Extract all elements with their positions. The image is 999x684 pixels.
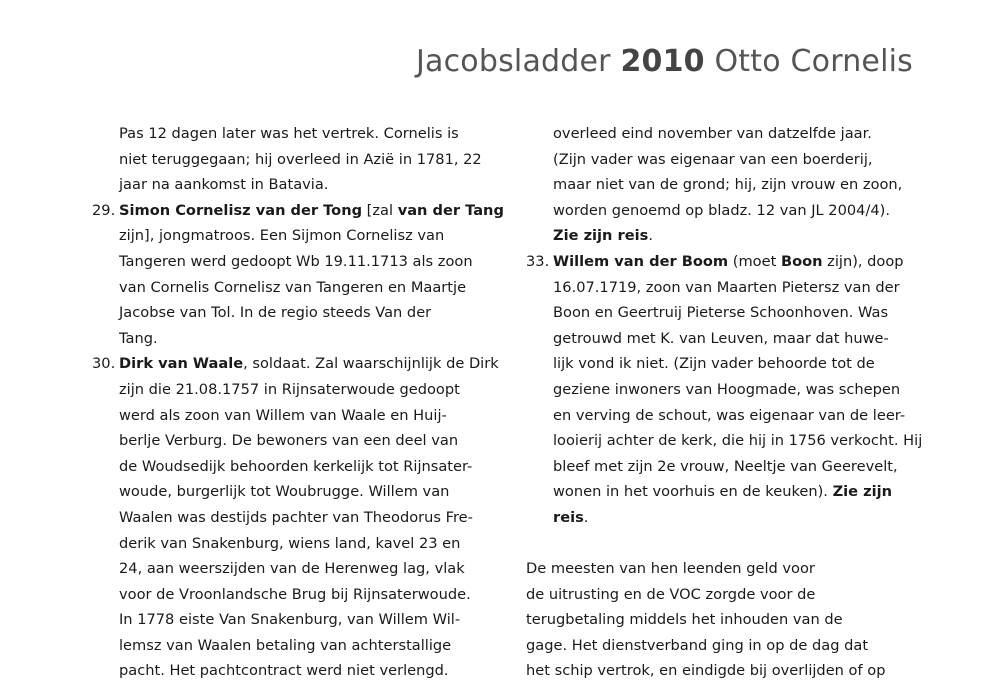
- text-run: .: [648, 227, 653, 245]
- text-run: wonen in het voorhuis en de keuken).: [553, 483, 833, 501]
- text-line: Tang.: [119, 329, 158, 347]
- text-line: zijn die 21.08.1757 in Rijnsaterwoude gedoopt: [119, 380, 460, 398]
- text-line: berlje Verburg. De bewoners van een deel van: [119, 432, 459, 450]
- text-line: Tangeren werd gedoopt Wb 19.11.1713 als zoon: [119, 252, 473, 270]
- entry-number: 33.: [526, 252, 550, 270]
- text-line: 16.07.1719, zoon van Maarten Pietersz van der: [553, 278, 900, 296]
- entry-30-first-line: [92, 351, 499, 377]
- see-trip-label: reis: [553, 508, 584, 526]
- entry-name: Dirk van Waale: [119, 355, 244, 373]
- entry-number: 30.: [92, 355, 116, 373]
- text-line: en verving de schout, was eigenaar van de leer-: [553, 406, 906, 424]
- header-year: 2010: [620, 44, 705, 79]
- see-trip-label: Zie zijn: [832, 483, 893, 501]
- text-line: maar niet van de grond; hij, zijn vrouw en zoon,: [553, 176, 903, 194]
- text-line: de Woudsedijk behoorden kerkelijk tot Rijnsater-: [119, 457, 473, 475]
- entry-name: Simon Cornelisz van der Tong: [119, 201, 363, 219]
- text-line: (Zijn vader was eigenaar van een boerderij,: [553, 150, 873, 168]
- text-line: De meesten van hen leenden geld voor: [526, 560, 815, 578]
- text-line: [526, 223, 918, 249]
- text-line: voor de Vroonlandsche Brug bij Rijnsaterwoude.: [119, 585, 471, 603]
- entry-alt-name: van der Tang: [397, 201, 504, 219]
- text-line: worden genoemd op bladz. 12 van JL 2004/4).: [553, 201, 890, 219]
- text-line: bleef met zijn 2e vrouw, Neeltje van Geerevelt,: [553, 457, 898, 475]
- page-header: [416, 44, 913, 79]
- entry-alt-name: Boon: [780, 252, 823, 270]
- text-line: In 1778 eiste Van Snakenburg, van Willem Wil-: [119, 611, 461, 629]
- right-column: [526, 121, 923, 684]
- entry-name: Willem van der Boom: [553, 252, 729, 270]
- text-line: lemsz van Waalen betaling van achterstallige: [119, 636, 452, 654]
- text-line: van Cornelis Cornelisz van Tangeren en Maartje: [119, 278, 467, 296]
- text-line: gage. Het dienstverband ging in op de dag dat: [526, 636, 869, 654]
- header-title-prefix: Jacobsladder: [415, 44, 621, 79]
- text-line: Jacobse van Tol. In de regio steeds Van der: [119, 304, 432, 322]
- text-line: looierij achter de kerk, die hij in 1756 verkocht. Hij: [553, 432, 923, 450]
- text-line: terugbetaling middels het inhouden van de: [526, 611, 843, 629]
- text-line: [526, 479, 918, 505]
- text-line: woude, burgerlijk tot Woubrugge. Willem van: [119, 483, 450, 501]
- entry-33-first-line: [526, 249, 918, 275]
- entry-number: 29.: [92, 201, 116, 219]
- text-line: jaar na aankomst in Batavia.: [119, 176, 329, 194]
- entry-29-first-line: [92, 198, 504, 224]
- text-line: lijk vond ik niet. (Zijn vader behoorde tot de: [553, 355, 875, 373]
- text-run: , soldaat. Zal waarschijnlijk de Dirk: [243, 355, 499, 373]
- text-line: Boon en Geertruij Pieterse Schoonhoven. Was: [553, 304, 889, 322]
- text-line: Waalen was destijds pachter van Theodorus Fre-: [119, 508, 473, 526]
- text-run: (moet: [728, 252, 781, 270]
- text-run: [zal: [362, 201, 398, 219]
- text-line: getrouwd met K. van Leuven, maar dat huwe-: [553, 329, 889, 347]
- text-line: pacht. Het pachtcontract werd niet verlengd.: [119, 662, 449, 680]
- text-line: niet teruggegaan; hij overleed in Azië in 1781, 22: [119, 150, 482, 168]
- text-line: Pas 12 dagen later was het vertrek. Cornelis is: [119, 125, 459, 142]
- text-line: overleed eind november van datzelfde jaar.: [553, 125, 872, 142]
- text-line: de uitrusting en de VOC zorgde voor de: [526, 585, 816, 603]
- text-line: 24, aan weerszijden van de Herenweg lag, vlak: [119, 560, 465, 578]
- text-line: derik van Snakenburg, wiens land, kavel 23 en: [119, 534, 461, 552]
- paragraph-gap: [526, 531, 918, 557]
- text-line: het schip vertrok, en eindigde bij overlijden of op: [526, 662, 886, 680]
- text-run: zijn), doop: [822, 252, 904, 270]
- text-line: werd als zoon van Willem van Waale en Huij-: [119, 406, 447, 424]
- text-line: zijn], jongmatroos. Een Sijmon Cornelisz van: [119, 227, 445, 245]
- see-trip-label: Zie zijn reis: [553, 227, 649, 245]
- left-column: [92, 121, 504, 684]
- text-line: [526, 505, 918, 531]
- header-title-suffix: Otto Cornelis: [704, 44, 913, 79]
- text-run: .: [583, 508, 589, 526]
- text-line: geziene inwoners van Hoogmade, was schepen: [553, 380, 901, 398]
